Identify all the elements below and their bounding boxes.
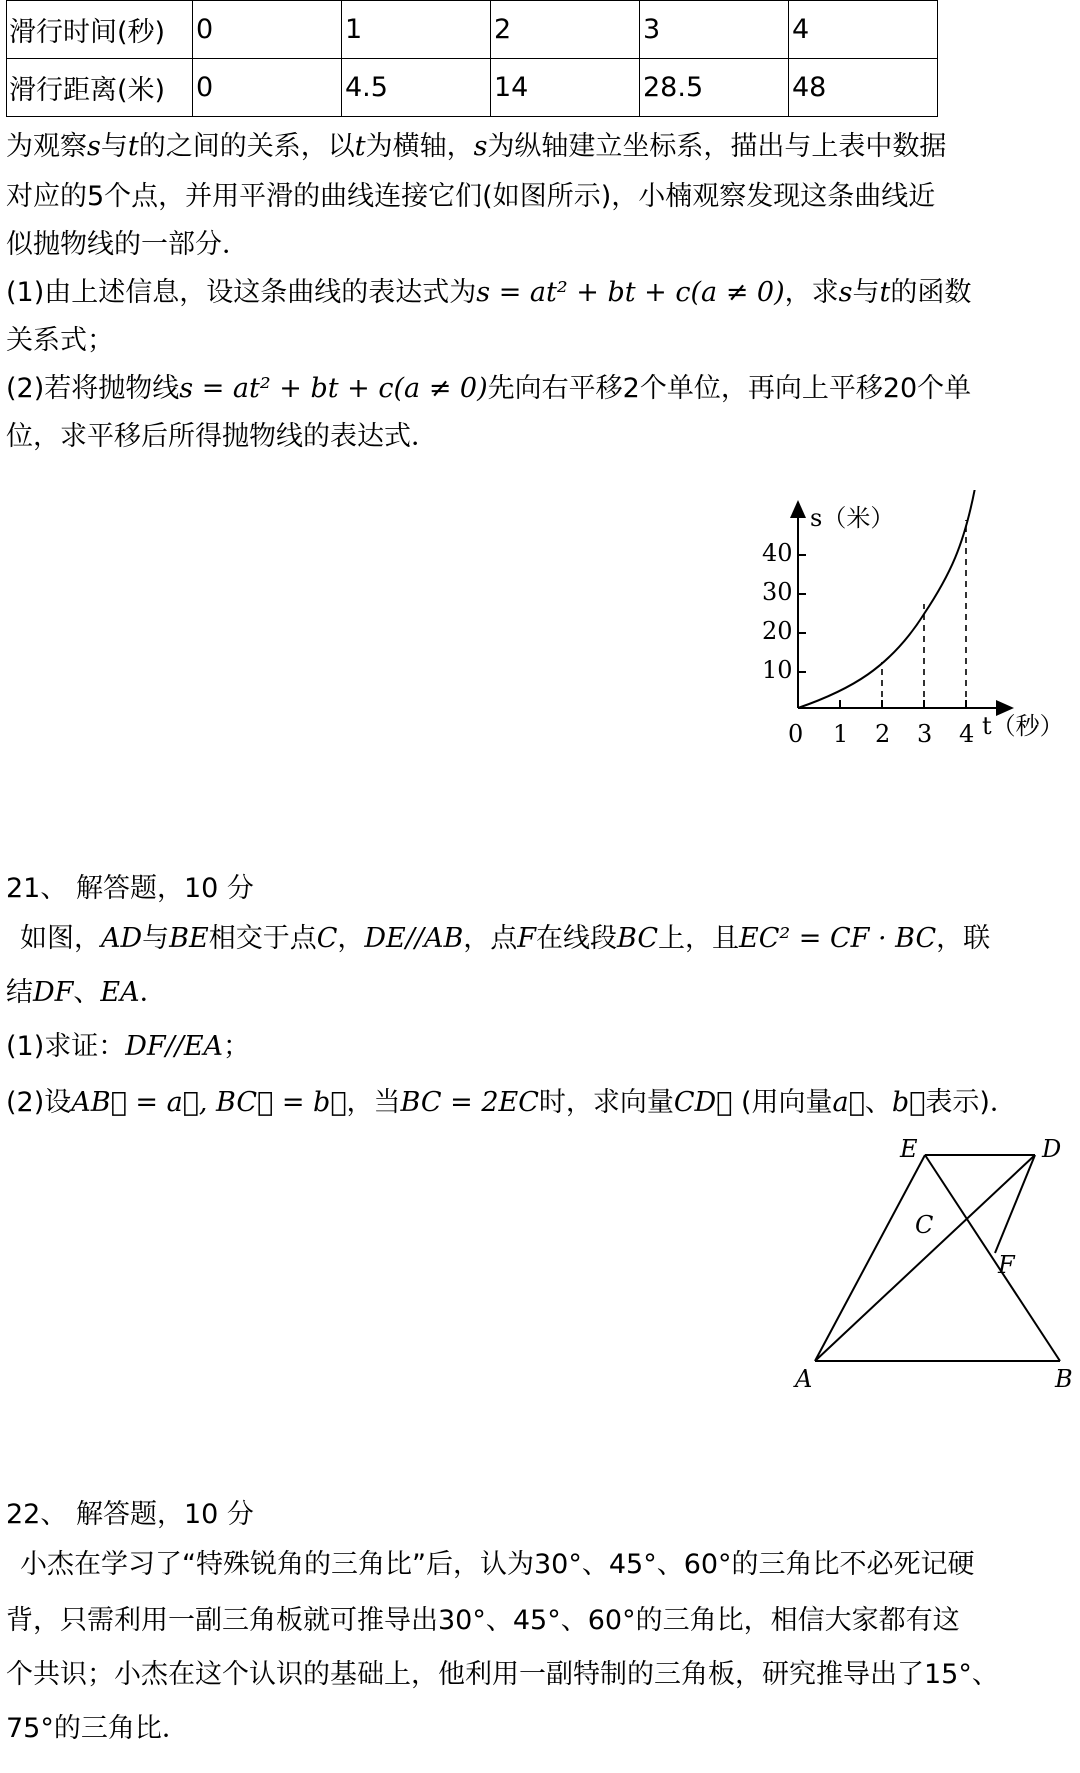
q22-paragraph-2: 背，只需利用一副三角板就可推导出30°、45°、60°的三角比，相信大家都有这 [6, 1605, 960, 1636]
math: BE [169, 923, 209, 954]
label-F: F [998, 1251, 1015, 1279]
table-cell: 4 [789, 1, 938, 59]
text: ， [337, 923, 365, 954]
math: C [316, 923, 338, 954]
text: 、 [864, 1087, 892, 1118]
table-cell: 48 [789, 59, 938, 117]
table-cell: 28.5 [640, 59, 789, 117]
math: t [127, 131, 139, 162]
label-B: B [1055, 1365, 1073, 1393]
text: 时，求向量 [538, 1087, 674, 1118]
text: 的函数 [890, 277, 972, 308]
table-cell: 4.5 [342, 59, 491, 117]
math: DF//EA [125, 1031, 224, 1062]
text: ； [223, 1031, 251, 1062]
label-C: C [915, 1211, 934, 1239]
label-A: A [795, 1365, 813, 1393]
x-tick-label: 0 [788, 720, 804, 748]
text: (用向量 [732, 1087, 833, 1118]
segment-EB [925, 1155, 1060, 1361]
text: 与 [142, 923, 170, 954]
table-cell: 1 [342, 1, 491, 59]
text: 与 [852, 277, 880, 308]
y-tick-label: 30 [762, 578, 793, 606]
table-cell: 0 [193, 59, 342, 117]
text: ． [139, 977, 167, 1008]
text: (1)由上述信息，设这条曲线的表达式为 [6, 277, 477, 308]
text: 上，且 [658, 923, 740, 954]
math: CD⃗ [673, 1087, 733, 1118]
q21-paragraph-1 [20, 922, 990, 956]
geometry-figure [780, 1135, 1080, 1395]
math: a⃗ [832, 1087, 865, 1118]
row-header: 滑行时间(秒) [7, 1, 193, 59]
math: s = at² + bt + c(a ≠ 0) [476, 277, 785, 308]
y-tick-label: 40 [762, 539, 793, 567]
table-cell: 3 [640, 1, 789, 59]
q20-paragraph-2: 对应的5个点，并用平滑的曲线连接它们(如图所示)，小楠观察发现这条曲线近 [6, 181, 936, 212]
math: F [517, 923, 537, 954]
q21-header: 21、 解答题，10 分 [6, 873, 254, 904]
text: 为横轴， [365, 131, 474, 162]
math: AB⃗ = a⃗, BC⃗ = b⃗ [71, 1087, 347, 1118]
math: b⃗ [891, 1087, 926, 1118]
math: s [87, 131, 101, 162]
q20-part-2 [6, 372, 971, 406]
math: EC² = CF · BC [739, 923, 937, 954]
text: 与 [100, 131, 128, 162]
text: 先向右平移2个单位，再向上平移20个单 [487, 373, 972, 404]
x-axis-label: t（秒） [982, 712, 1064, 740]
y-tick-label: 10 [762, 656, 793, 684]
q20-part-1 [6, 276, 971, 310]
math: AD [101, 923, 143, 954]
x-tick-label: 2 [875, 720, 891, 748]
segment-EA [815, 1155, 925, 1361]
text: ，联 [936, 923, 991, 954]
text: 为观察 [6, 131, 87, 162]
text: 、 [73, 977, 101, 1008]
q21-paragraph-2 [6, 976, 167, 1010]
text: 在线段 [536, 923, 618, 954]
q20-paragraph-7: 位，求平移后所得抛物线的表达式． [6, 421, 438, 452]
text: 为纵轴建立坐标系，描出与上表中数据 [487, 131, 947, 162]
math: BC [617, 923, 659, 954]
text: (2)若将抛物线 [6, 373, 180, 404]
x-tick-label: 3 [917, 720, 933, 748]
text: 的之间的关系，以 [138, 131, 355, 162]
table-row [7, 59, 938, 117]
text: (1)求证： [6, 1031, 126, 1062]
text: ，求 [784, 277, 839, 308]
table-cell: 0 [193, 1, 342, 59]
math: DF [33, 977, 74, 1008]
text: 如图， [20, 923, 101, 954]
text: 相交于点 [208, 923, 317, 954]
text: 结 [6, 977, 33, 1008]
q21-part-2 [6, 1086, 1017, 1120]
math: DE//AB [364, 923, 464, 954]
q21-part-1 [6, 1030, 250, 1064]
label-E: E [900, 1135, 918, 1163]
table-cell: 14 [491, 59, 640, 117]
row-header: 滑行距离(米) [7, 59, 193, 117]
data-table [6, 0, 938, 117]
math: t [879, 277, 891, 308]
math: EA [100, 977, 140, 1008]
q20-paragraph-1 [6, 130, 946, 164]
q22-header: 22、 解答题，10 分 [6, 1499, 254, 1530]
math: BC = 2EC [400, 1087, 539, 1118]
parabola-graph [760, 490, 1080, 750]
table-row [7, 1, 938, 59]
x-tick-label: 1 [833, 720, 849, 748]
math: s [473, 131, 488, 162]
math: s [838, 277, 853, 308]
label-D: D [1042, 1135, 1062, 1163]
q22-paragraph-4: 75°的三角比． [6, 1713, 189, 1744]
table-cell: 2 [491, 1, 640, 59]
q22-paragraph-1: 小杰在学习了“特殊锐角的三角比”后，认为30°、45°、60°的三角比不必死记硬 [20, 1549, 975, 1580]
math: s = at² + bt + c(a ≠ 0) [179, 373, 488, 404]
segment-DF [995, 1155, 1035, 1253]
math: t [354, 131, 366, 162]
text: (2)设 [6, 1087, 72, 1118]
q22-paragraph-3: 个共识；小杰在这个认识的基础上，他利用一副特制的三角板，研究推导出了15°、 [6, 1659, 999, 1690]
text: ，当 [346, 1087, 401, 1118]
x-tick-label: 4 [959, 720, 975, 748]
q20-paragraph-3: 似抛物线的一部分． [6, 229, 249, 260]
y-axis-label: s（米） [810, 504, 895, 532]
text: 表示)． [925, 1087, 1017, 1118]
text: ，点 [463, 923, 518, 954]
y-tick-label: 20 [762, 617, 793, 645]
q20-paragraph-5: 关系式； [6, 325, 114, 356]
